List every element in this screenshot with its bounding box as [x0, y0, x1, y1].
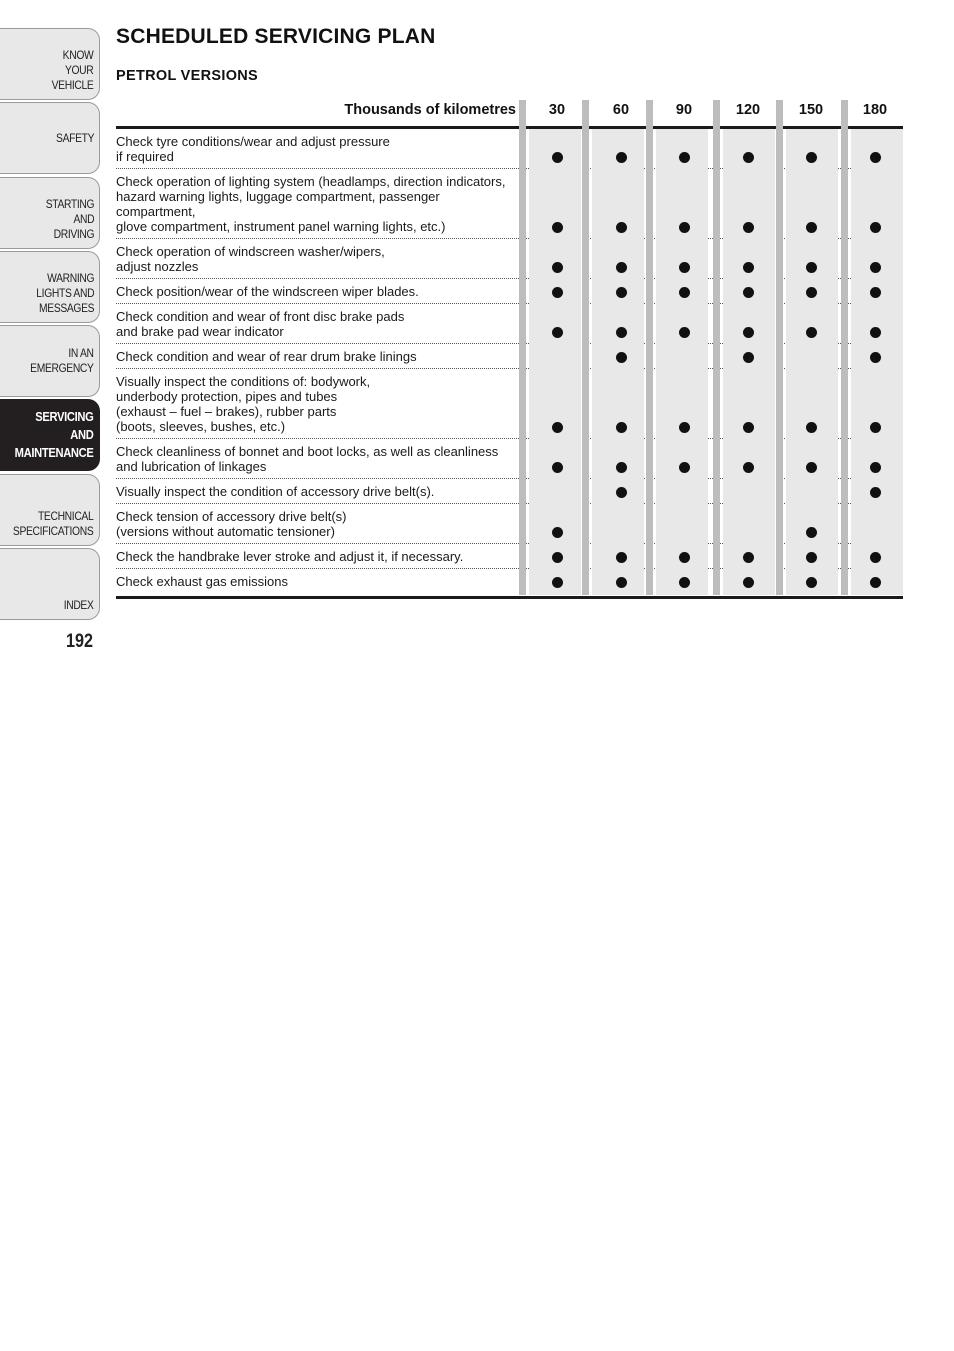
check-dot-90	[679, 152, 690, 163]
check-dot-90	[679, 327, 690, 338]
check-dot-90	[679, 287, 690, 298]
table-row	[116, 479, 903, 504]
header-kilometres-label: Thousands of kilometres	[344, 102, 516, 118]
table-body	[116, 129, 903, 599]
tab-label: STARTING AND DRIVING	[45, 197, 94, 241]
row-description: Check cleanliness of bonnet and boot locks, as well as cleanliness and lubrication of linkages	[116, 444, 499, 474]
check-dot-60	[616, 222, 627, 233]
check-dot-60	[616, 262, 627, 273]
tab-label: SAFETY	[55, 130, 94, 145]
check-dot-60	[616, 152, 627, 163]
check-dot-180	[870, 327, 881, 338]
check-dot-30	[552, 327, 563, 338]
column-separator	[646, 100, 653, 595]
row-description: Check tension of accessory drive belt(s) (versions without automatic tensioner)	[116, 509, 347, 539]
tab-label: IN AN EMERGENCY	[30, 346, 94, 375]
column-separator	[713, 100, 720, 595]
check-dot-180	[870, 352, 881, 363]
column-header-120: 120	[735, 102, 761, 118]
check-dot-150	[806, 152, 817, 163]
table-row	[116, 129, 903, 169]
check-dot-180	[870, 152, 881, 163]
check-dot-30	[552, 422, 563, 433]
check-dot-120	[743, 462, 754, 473]
table-row	[116, 569, 903, 593]
row-description: Visually inspect the conditions of: bodywork, underbody protection, pipes and tubes (exhaust – fuel – brakes), rubber parts (boots, sleeves, bushes, etc.)	[116, 374, 371, 434]
row-description: Check position/wear of the windscreen wiper blades.	[116, 284, 419, 299]
check-dot-120	[743, 352, 754, 363]
column-separator	[519, 100, 526, 595]
column-separator	[582, 100, 589, 595]
table-row	[116, 304, 903, 344]
column-separator	[841, 100, 848, 595]
page-title: SCHEDULED SERVICING PLAN	[116, 25, 436, 48]
table-row	[116, 279, 903, 304]
tab-label: KNOW YOUR VEHICLE	[52, 48, 94, 92]
check-dot-60	[616, 552, 627, 563]
tab-starting-and-driving[interactable]	[0, 177, 100, 249]
check-dot-30	[552, 287, 563, 298]
check-dot-150	[806, 222, 817, 233]
check-dot-60	[616, 422, 627, 433]
check-dot-60	[616, 287, 627, 298]
check-dot-90	[679, 222, 690, 233]
column-separator	[776, 100, 783, 595]
check-dot-120	[743, 152, 754, 163]
check-dot-60	[616, 577, 627, 588]
check-dot-120	[743, 577, 754, 588]
check-dot-150	[806, 422, 817, 433]
check-dot-180	[870, 262, 881, 273]
check-dot-90	[679, 577, 690, 588]
check-dot-30	[552, 152, 563, 163]
check-dot-90	[679, 552, 690, 563]
check-dot-180	[870, 287, 881, 298]
column-header-180: 180	[862, 102, 888, 118]
tab-warning-lights-and-messages[interactable]	[0, 251, 100, 323]
check-dot-30	[552, 577, 563, 588]
column-shade	[786, 129, 838, 595]
table-row	[116, 169, 903, 239]
row-description: Check tyre conditions/wear and adjust pressure if required	[116, 134, 390, 164]
check-dot-90	[679, 262, 690, 273]
check-dot-150	[806, 552, 817, 563]
tab-label: WARNING LIGHTS AND MESSAGES	[35, 271, 94, 315]
check-dot-120	[743, 552, 754, 563]
row-description: Check operation of windscreen washer/wipers, adjust nozzles	[116, 244, 385, 274]
tab-servicing-and-maintenance[interactable]	[0, 399, 100, 471]
column-header-30: 30	[548, 102, 566, 118]
tab-label: TECHNICAL SPECIFICATIONS	[13, 509, 94, 538]
check-dot-180	[870, 422, 881, 433]
page-subtitle: PETROL VERSIONS	[116, 68, 259, 84]
check-dot-30	[552, 262, 563, 273]
check-dot-90	[679, 422, 690, 433]
check-dot-150	[806, 287, 817, 298]
check-dot-120	[743, 327, 754, 338]
check-dot-30	[552, 527, 563, 538]
check-dot-150	[806, 577, 817, 588]
row-description: Check operation of lighting system (headlamps, direction indicators, hazard warning lights, luggage compartment, passenger compartment, glove compartment, instrument panel warning lights, etc.)	[116, 174, 506, 234]
check-dot-120	[743, 262, 754, 273]
table-row	[116, 239, 903, 279]
check-dot-90	[679, 462, 690, 473]
table-row	[116, 439, 903, 479]
column-shade	[656, 129, 708, 595]
check-dot-180	[870, 487, 881, 498]
table-row	[116, 504, 903, 544]
check-dot-150	[806, 327, 817, 338]
column-header-90: 90	[675, 102, 693, 118]
check-dot-60	[616, 352, 627, 363]
row-description: Check condition and wear of front disc brake pads and brake pad wear indicator	[116, 309, 405, 339]
check-dot-180	[870, 552, 881, 563]
tab-safety[interactable]	[0, 102, 100, 174]
tab-index[interactable]	[0, 548, 100, 620]
check-dot-30	[552, 462, 563, 473]
check-dot-180	[870, 577, 881, 588]
check-dot-30	[552, 222, 563, 233]
check-dot-120	[743, 287, 754, 298]
column-shade	[529, 129, 581, 595]
tab-label: SERVICING AND MAINTENANCE	[15, 409, 94, 460]
row-description: Check exhaust gas emissions	[116, 574, 288, 589]
tab-in-an-emergency[interactable]	[0, 325, 100, 397]
tab-label: INDEX	[64, 598, 94, 612]
check-dot-120	[743, 422, 754, 433]
tab-technical-specifications[interactable]	[0, 474, 100, 546]
row-description: Check the handbrake lever stroke and adjust it, if necessary.	[116, 549, 464, 564]
row-description: Visually inspect the condition of accessory drive belt(s).	[116, 484, 435, 499]
check-dot-60	[616, 462, 627, 473]
check-dot-30	[552, 552, 563, 563]
check-dot-60	[616, 487, 627, 498]
table-row	[116, 369, 903, 439]
table-row	[116, 544, 903, 569]
check-dot-180	[870, 222, 881, 233]
column-header-150: 150	[798, 102, 824, 118]
tab-know-your-vehicle[interactable]	[0, 28, 100, 100]
servicing-table	[116, 100, 903, 599]
check-dot-180	[870, 462, 881, 473]
check-dot-150	[806, 462, 817, 473]
check-dot-60	[616, 327, 627, 338]
table-row	[116, 344, 903, 369]
row-description: Check condition and wear of rear drum brake linings	[116, 349, 417, 364]
table-bottom-rule	[116, 596, 903, 599]
check-dot-150	[806, 527, 817, 538]
check-dot-150	[806, 262, 817, 273]
page-number: 192	[66, 631, 93, 652]
check-dot-120	[743, 222, 754, 233]
table-header	[116, 100, 903, 129]
column-header-60: 60	[612, 102, 630, 118]
